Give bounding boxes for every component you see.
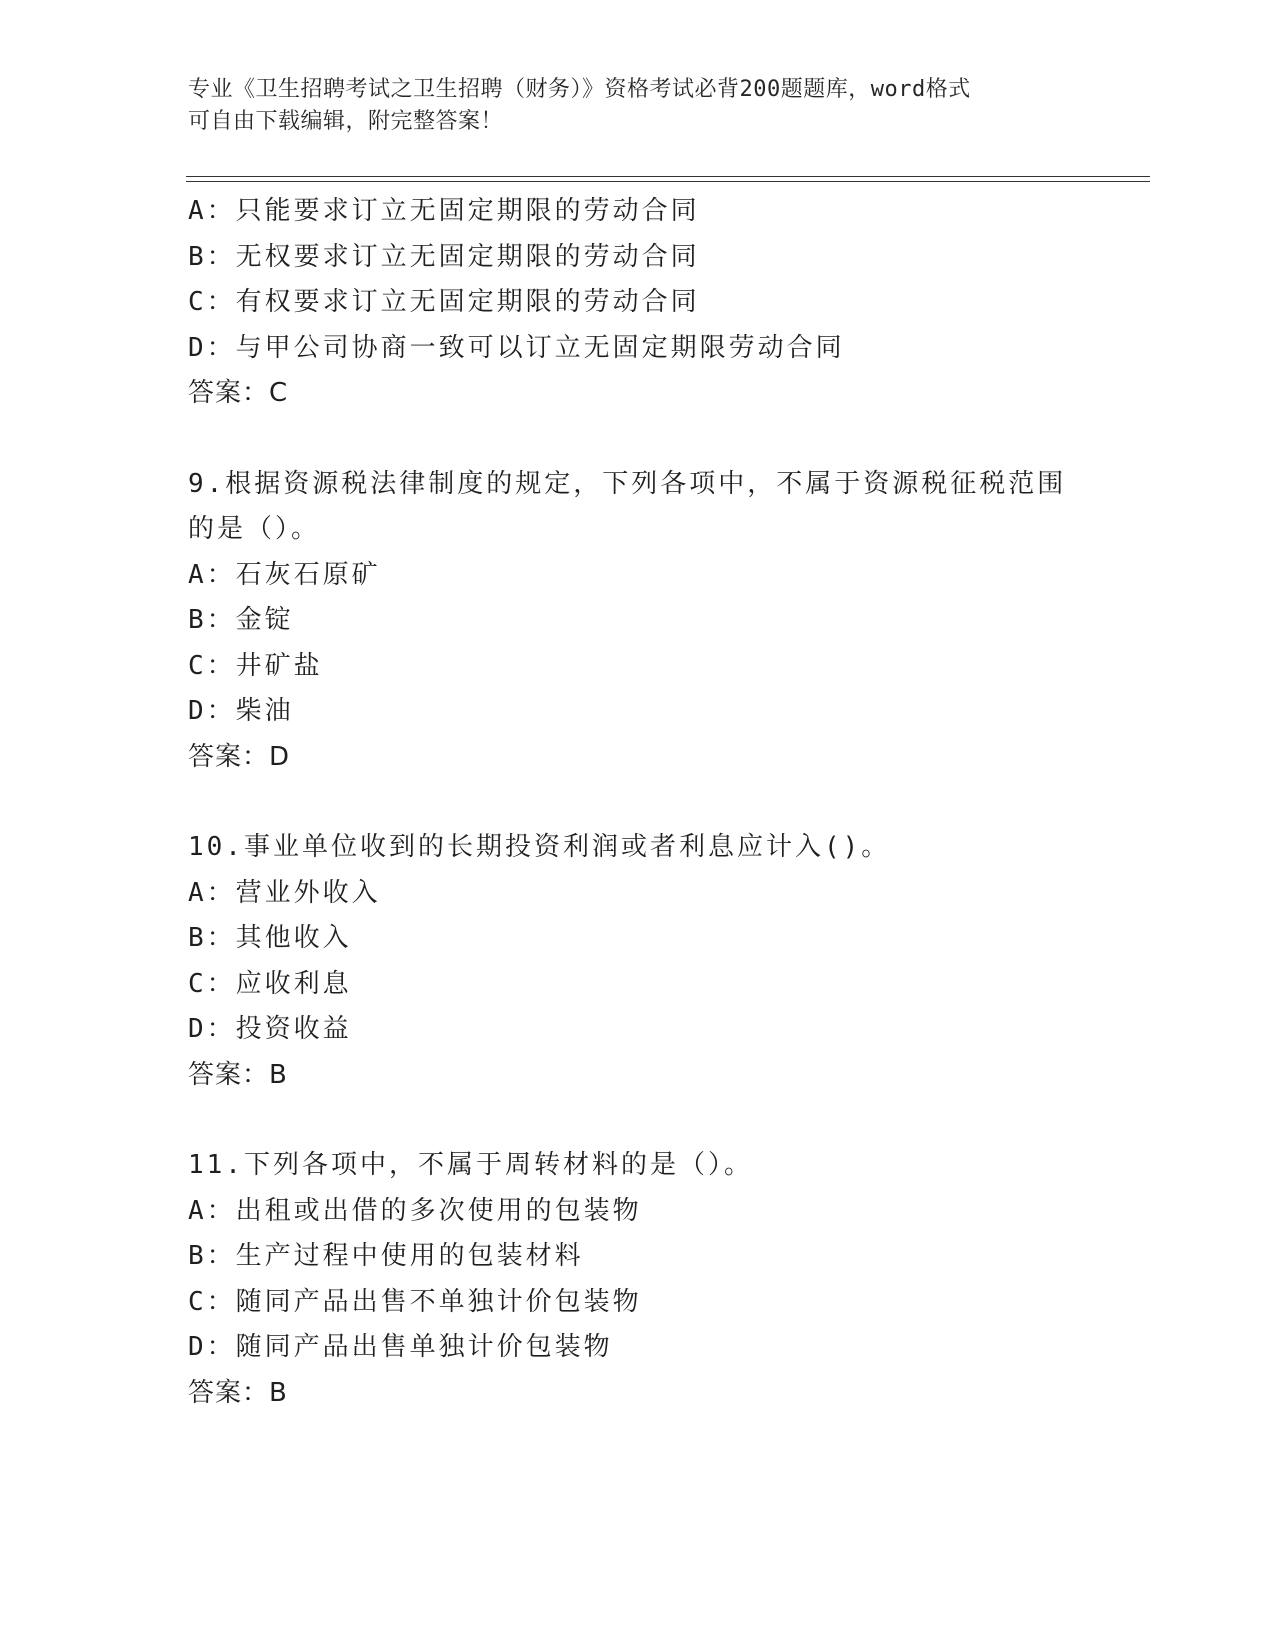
question-9-option-d: D：柴油 [188, 696, 294, 726]
question-11-option-b: B：生产过程中使用的包装材料 [188, 1241, 584, 1271]
question-9-stem-line-1: 9.根据资源税法律制度的规定，下列各项中，不属于资源税征税范围 [188, 468, 1067, 499]
document-header [188, 74, 1068, 138]
header-title-line-2: 可自由下载编辑，附完整答案！ [188, 109, 504, 134]
question-10-option-d: D：投资收益 [188, 1014, 352, 1044]
question-11-option-a: A：出租或出借的多次使用的包装物 [188, 1195, 642, 1226]
question-spacer [188, 1098, 1088, 1143]
header-divider-bottom [186, 181, 1150, 182]
question-9-option-a: A：石灰石原矿 [188, 559, 381, 590]
question-8-option-c: C：有权要求订立无固定期限的劳动合同 [188, 287, 700, 317]
question-spacer [188, 417, 1088, 462]
question-8-answer: 答案：C [188, 378, 289, 408]
question-9-option-c: C：井矿盐 [188, 650, 323, 681]
question-10-option-c: C：应收利息 [188, 968, 352, 999]
question-8 [188, 189, 1088, 417]
question-9 [188, 462, 1088, 781]
question-10-stem: 10.事业单位收到的长期投资利润或者利息应计入()。 [188, 832, 891, 862]
question-9-stem-line-2: 的是（）。 [188, 514, 321, 544]
question-10-answer: 答案：B [188, 1059, 288, 1090]
question-10 [188, 825, 1088, 1098]
question-10-option-b: B：其他收入 [188, 923, 352, 953]
question-10-option-a: A：营业外收入 [188, 877, 381, 908]
question-list [188, 189, 1088, 1416]
question-11-stem: 11.下列各项中，不属于周转材料的是（）。 [188, 1150, 753, 1180]
question-8-option-d: D：与甲公司协商一致可以订立无固定期限劳动合同 [188, 332, 845, 363]
question-8-option-a: A：只能要求订立无固定期限的劳动合同 [188, 196, 700, 226]
question-11 [188, 1143, 1088, 1416]
question-9-answer: 答案：D [188, 741, 291, 772]
question-11-option-d: D：随同产品出售单独计价包装物 [188, 1332, 613, 1362]
question-8-option-b: B：无权要求订立无固定期限的劳动合同 [188, 241, 700, 272]
question-11-option-c: C：随同产品出售不单独计价包装物 [188, 1286, 642, 1317]
header-title-line-1: 专业《卫生招聘考试之卫生招聘（财务）》资格考试必背200题题库，word格式 [188, 77, 971, 102]
question-11-answer: 答案：B [188, 1377, 288, 1408]
header-divider-top [186, 176, 1150, 177]
question-spacer [188, 780, 1088, 825]
question-9-option-b: B：金锭 [188, 605, 294, 635]
